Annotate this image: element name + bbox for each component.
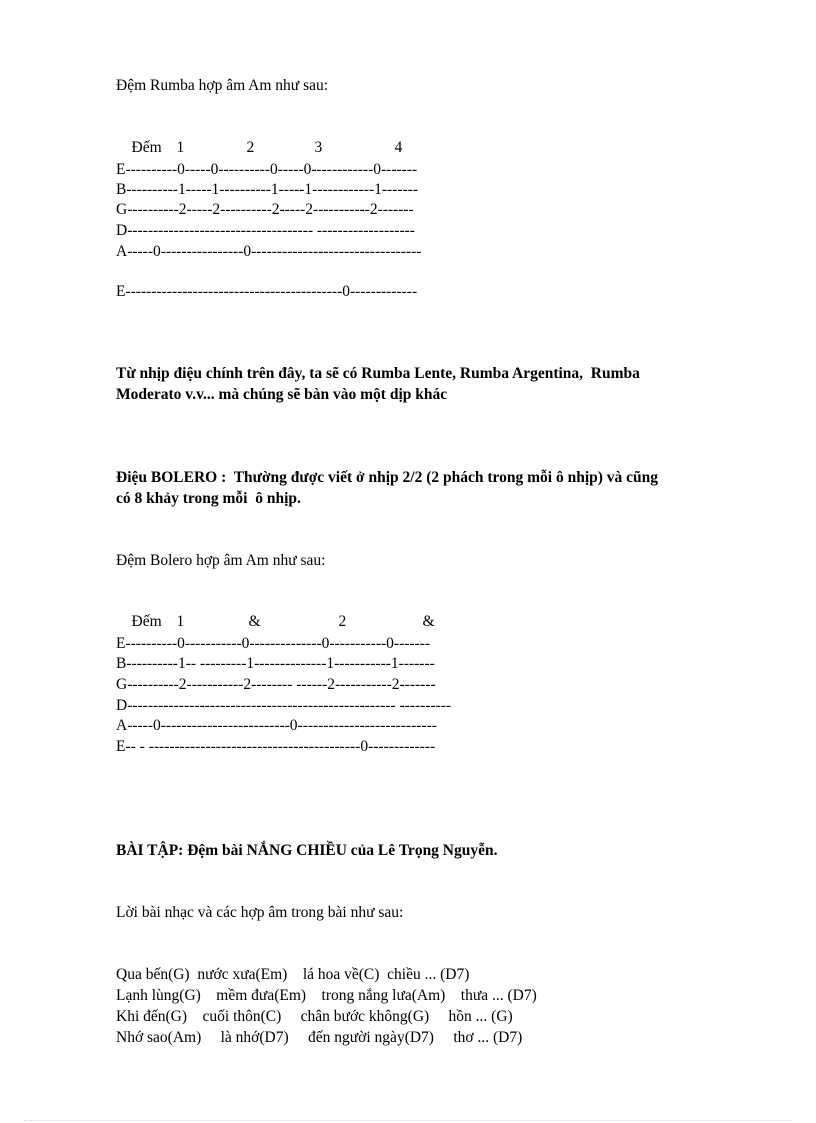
- count-beat: &: [248, 613, 261, 630]
- lyrics-line: Khi đến(G) cuối thôn(C) chân bước không(G) hồn ... (G): [116, 1008, 513, 1025]
- count-label: Đếm: [131, 139, 162, 156]
- bolero-intro-line: có 8 khảy trong mỗi ô nhịp.: [116, 490, 301, 507]
- rumba-heading: Đệm Rumba hợp âm Am như sau:: [116, 77, 329, 94]
- lyrics-line: Lạnh lùng(G) mềm đưa(Em) trong nắng lưa(Am) thưa ... (D7): [116, 987, 537, 1004]
- page-bottom-divider: [24, 1120, 792, 1121]
- rumba-tab-line: B----------1-----1----------1-----1------------1-------: [116, 181, 419, 198]
- count-beat: 1: [176, 613, 185, 630]
- lyrics-line: Nhớ sao(Am) là nhớ(D7) đến người ngày(D7) thơ ... (D7): [116, 1029, 523, 1046]
- count-beat: 2: [246, 139, 255, 156]
- count-beat: &: [422, 613, 435, 630]
- rumba-note-line: Moderato v.v... mà chúng sẽ bàn vào một dịp khác: [116, 386, 448, 403]
- bolero-intro-line: Điệu BOLERO : Thường được viết ở nhịp 2/2 (2 phách trong mỗi ô nhịp) và cũng: [116, 469, 659, 486]
- rumba-tab-line: D------------------------------------ -------------------: [116, 222, 415, 239]
- count-beat: 3: [314, 139, 323, 156]
- rumba-tab-line: E------------------------------------------0-------------: [116, 283, 418, 300]
- bolero-tab-line: G----------2-----------2-------- ------2-----------2-------: [116, 676, 436, 693]
- lyrics-line: Qua bến(G) nước xưa(Em) lá hoa về(C) chiều ... (D7): [116, 966, 470, 983]
- exercise-title: BÀI TẬP: Đệm bài NẮNG CHIỀU của Lê Trọng Nguyễn.: [116, 842, 498, 859]
- bolero-tab-line: E----------0-----------0--------------0-----------0-------: [116, 635, 431, 652]
- bolero-tab-line: B----------1-- ---------1--------------1-----------1-------: [116, 655, 435, 672]
- bolero-heading: Đệm Bolero hợp âm Am như sau:: [116, 552, 326, 569]
- rumba-tab-line: G----------2-----2----------2-----2-----------2-------: [116, 201, 414, 218]
- count-beat: 1: [176, 139, 185, 156]
- bolero-tab-line: D---------------------------------------------------- ----------: [116, 697, 452, 714]
- bolero-tab-line: E-- - -----------------------------------------0-------------: [116, 738, 436, 755]
- count-beat: 2: [338, 613, 347, 630]
- count-label: Đếm: [131, 613, 162, 630]
- count-beat: 4: [394, 139, 403, 156]
- lyrics-intro: Lời bài nhạc và các hợp âm trong bài như sau:: [116, 904, 404, 921]
- rumba-tab-line: A-----0----------------0---------------------------------: [116, 243, 422, 260]
- rumba-tab-line: E----------0-----0----------0-----0------------0-------: [116, 161, 418, 178]
- bolero-tab-line: A-----0-------------------------0---------------------------: [116, 717, 437, 734]
- rumba-note-line: Từ nhịp điệu chính trên đây, ta sẽ có Rumba Lente, Rumba Argentina, Rumba: [116, 365, 640, 382]
